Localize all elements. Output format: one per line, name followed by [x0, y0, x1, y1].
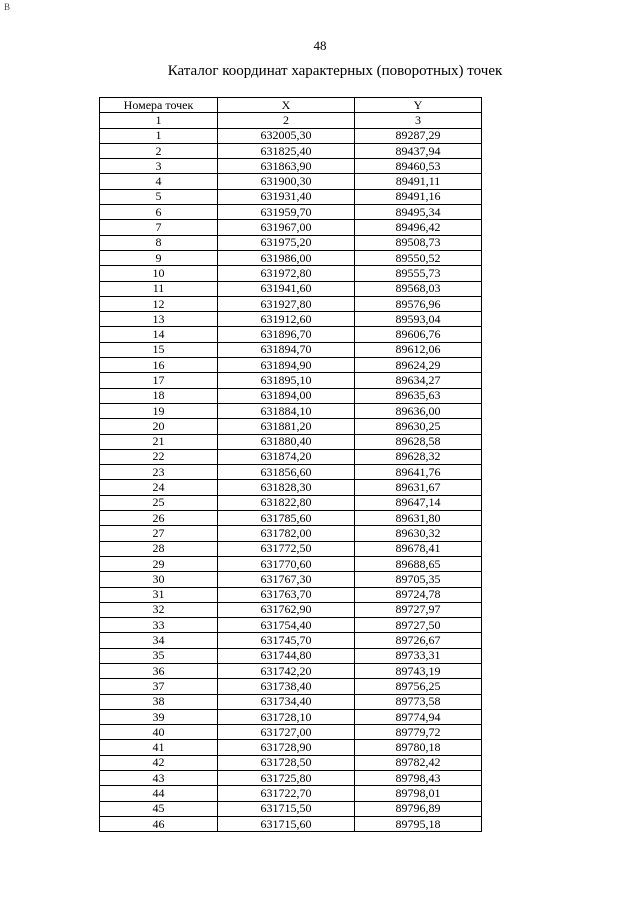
coordinates-table — [99, 97, 482, 832]
table-row — [100, 235, 482, 250]
x-cell: 631896,70 — [218, 327, 355, 342]
y-cell: 89782,42 — [355, 755, 482, 770]
column-number-3: 3 — [355, 113, 482, 128]
table-row — [100, 143, 482, 158]
point-number-cell: 32 — [100, 602, 218, 617]
table-body — [100, 128, 482, 832]
point-number-cell: 39 — [100, 709, 218, 724]
x-cell: 631745,70 — [218, 633, 355, 648]
table-row — [100, 342, 482, 357]
point-number-cell: 12 — [100, 296, 218, 311]
x-cell: 631727,00 — [218, 725, 355, 740]
x-cell: 631986,00 — [218, 250, 355, 265]
y-cell: 89798,01 — [355, 786, 482, 801]
x-cell: 631744,80 — [218, 648, 355, 663]
point-number-cell: 7 — [100, 220, 218, 235]
y-cell: 89630,32 — [355, 526, 482, 541]
y-cell: 89576,96 — [355, 296, 482, 311]
point-number-cell: 41 — [100, 740, 218, 755]
point-number-cell: 16 — [100, 358, 218, 373]
point-number-cell: 22 — [100, 449, 218, 464]
x-cell: 631828,30 — [218, 480, 355, 495]
header-point-number: Номера точек — [100, 98, 218, 113]
point-number-cell: 15 — [100, 342, 218, 357]
table-row — [100, 495, 482, 510]
point-number-cell: 6 — [100, 205, 218, 220]
y-cell: 89795,18 — [355, 816, 482, 831]
table-row — [100, 511, 482, 526]
x-cell: 631959,70 — [218, 205, 355, 220]
table-row — [100, 556, 482, 571]
y-cell: 89550,52 — [355, 250, 482, 265]
point-number-cell: 45 — [100, 801, 218, 816]
point-number-cell: 46 — [100, 816, 218, 831]
table-row — [100, 663, 482, 678]
y-cell: 89636,00 — [355, 403, 482, 418]
table-row — [100, 801, 482, 816]
x-cell: 631941,60 — [218, 281, 355, 296]
x-cell: 631763,70 — [218, 587, 355, 602]
x-cell: 631863,90 — [218, 159, 355, 174]
table-row — [100, 755, 482, 770]
point-number-cell: 43 — [100, 771, 218, 786]
table-row — [100, 709, 482, 724]
table-row — [100, 128, 482, 143]
y-cell: 89705,35 — [355, 572, 482, 587]
x-cell: 631734,40 — [218, 694, 355, 709]
x-cell: 631894,70 — [218, 342, 355, 357]
y-cell: 89287,29 — [355, 128, 482, 143]
point-number-cell: 8 — [100, 235, 218, 250]
y-cell: 89491,11 — [355, 174, 482, 189]
point-number-cell: 20 — [100, 419, 218, 434]
table-row — [100, 816, 482, 831]
point-number-cell: 25 — [100, 495, 218, 510]
point-number-cell: 36 — [100, 663, 218, 678]
table-row — [100, 419, 482, 434]
y-cell: 89688,65 — [355, 556, 482, 571]
point-number-cell: 19 — [100, 403, 218, 418]
x-cell: 631770,60 — [218, 556, 355, 571]
y-cell: 89634,27 — [355, 373, 482, 388]
point-number-cell: 11 — [100, 281, 218, 296]
y-cell: 89437,94 — [355, 143, 482, 158]
table-row — [100, 786, 482, 801]
point-number-cell: 35 — [100, 648, 218, 663]
y-cell: 89606,76 — [355, 327, 482, 342]
y-cell: 89593,04 — [355, 312, 482, 327]
table-row — [100, 572, 482, 587]
table-row — [100, 358, 482, 373]
x-cell: 631725,80 — [218, 771, 355, 786]
table-row — [100, 312, 482, 327]
point-number-cell: 28 — [100, 541, 218, 556]
x-cell: 631728,10 — [218, 709, 355, 724]
x-cell: 631874,20 — [218, 449, 355, 464]
page-number: 48 — [313, 38, 327, 53]
point-number-cell: 33 — [100, 618, 218, 633]
y-cell: 89635,63 — [355, 388, 482, 403]
x-cell: 631772,50 — [218, 541, 355, 556]
x-cell: 631728,90 — [218, 740, 355, 755]
point-number-cell: 5 — [100, 189, 218, 204]
x-cell: 631975,20 — [218, 235, 355, 250]
point-number-cell: 21 — [100, 434, 218, 449]
y-cell: 89628,32 — [355, 449, 482, 464]
column-number-2: 2 — [218, 113, 355, 128]
header-y: Y — [355, 98, 482, 113]
table-row — [100, 159, 482, 174]
x-cell: 631728,50 — [218, 755, 355, 770]
table-row — [100, 771, 482, 786]
x-cell: 631715,50 — [218, 801, 355, 816]
point-number-cell: 3 — [100, 159, 218, 174]
table-row — [100, 327, 482, 342]
table-row — [100, 602, 482, 617]
table-row — [100, 725, 482, 740]
y-cell: 89743,19 — [355, 663, 482, 678]
corner-mark: B — [4, 2, 11, 12]
x-cell: 631931,40 — [218, 189, 355, 204]
point-number-cell: 24 — [100, 480, 218, 495]
y-cell: 89641,76 — [355, 465, 482, 480]
y-cell: 89726,67 — [355, 633, 482, 648]
point-number-cell: 10 — [100, 266, 218, 281]
y-cell: 89491,16 — [355, 189, 482, 204]
x-cell: 631895,10 — [218, 373, 355, 388]
x-cell: 631884,10 — [218, 403, 355, 418]
x-cell: 631722,70 — [218, 786, 355, 801]
x-cell: 631900,30 — [218, 174, 355, 189]
y-cell: 89727,97 — [355, 602, 482, 617]
table-row — [100, 465, 482, 480]
x-cell: 631782,00 — [218, 526, 355, 541]
header-x: X — [218, 98, 355, 113]
column-number-row — [100, 113, 482, 128]
table-row — [100, 449, 482, 464]
x-cell: 631912,60 — [218, 312, 355, 327]
x-cell: 632005,30 — [218, 128, 355, 143]
x-cell: 631967,00 — [218, 220, 355, 235]
point-number-cell: 14 — [100, 327, 218, 342]
x-cell: 631738,40 — [218, 679, 355, 694]
table-row — [100, 694, 482, 709]
x-cell: 631825,40 — [218, 143, 355, 158]
y-cell: 89678,41 — [355, 541, 482, 556]
y-cell: 89733,31 — [355, 648, 482, 663]
table-row — [100, 174, 482, 189]
point-number-cell: 18 — [100, 388, 218, 403]
y-cell: 89624,29 — [355, 358, 482, 373]
point-number-cell: 42 — [100, 755, 218, 770]
x-cell: 631894,00 — [218, 388, 355, 403]
table-row — [100, 266, 482, 281]
table-row — [100, 587, 482, 602]
x-cell: 631894,90 — [218, 358, 355, 373]
x-cell: 631822,80 — [218, 495, 355, 510]
table-row — [100, 740, 482, 755]
table-row — [100, 403, 482, 418]
y-cell: 89630,25 — [355, 419, 482, 434]
table-row — [100, 373, 482, 388]
x-cell: 631715,60 — [218, 816, 355, 831]
point-number-cell: 37 — [100, 679, 218, 694]
y-cell: 89555,73 — [355, 266, 482, 281]
point-number-cell: 2 — [100, 143, 218, 158]
y-cell: 89798,43 — [355, 771, 482, 786]
x-cell: 631785,60 — [218, 511, 355, 526]
table-row — [100, 679, 482, 694]
x-cell: 631856,60 — [218, 465, 355, 480]
point-number-cell: 23 — [100, 465, 218, 480]
y-cell: 89631,67 — [355, 480, 482, 495]
x-cell: 631972,80 — [218, 266, 355, 281]
table-row — [100, 633, 482, 648]
y-cell: 89773,58 — [355, 694, 482, 709]
table-row — [100, 648, 482, 663]
y-cell: 89774,94 — [355, 709, 482, 724]
table-row — [100, 281, 482, 296]
y-cell: 89612,06 — [355, 342, 482, 357]
table-row — [100, 526, 482, 541]
table-row — [100, 296, 482, 311]
point-number-cell: 40 — [100, 725, 218, 740]
y-cell: 89496,42 — [355, 220, 482, 235]
y-cell: 89628,58 — [355, 434, 482, 449]
document-title: Каталог координат характерных (поворотных) точек — [167, 63, 503, 79]
table-row — [100, 388, 482, 403]
table-row — [100, 618, 482, 633]
point-number-cell: 34 — [100, 633, 218, 648]
y-cell: 89780,18 — [355, 740, 482, 755]
x-cell: 631762,90 — [218, 602, 355, 617]
point-number-cell: 1 — [100, 128, 218, 143]
x-cell: 631754,40 — [218, 618, 355, 633]
x-cell: 631880,40 — [218, 434, 355, 449]
x-cell: 631927,80 — [218, 296, 355, 311]
y-cell: 89756,25 — [355, 679, 482, 694]
header-row — [100, 98, 482, 113]
point-number-cell: 31 — [100, 587, 218, 602]
table-row — [100, 541, 482, 556]
point-number-cell: 26 — [100, 511, 218, 526]
point-number-cell: 13 — [100, 312, 218, 327]
point-number-cell: 29 — [100, 556, 218, 571]
y-cell: 89647,14 — [355, 495, 482, 510]
point-number-cell: 17 — [100, 373, 218, 388]
table-row — [100, 220, 482, 235]
point-number-cell: 9 — [100, 250, 218, 265]
y-cell: 89779,72 — [355, 725, 482, 740]
point-number-cell: 44 — [100, 786, 218, 801]
y-cell: 89460,53 — [355, 159, 482, 174]
x-cell: 631742,20 — [218, 663, 355, 678]
point-number-cell: 27 — [100, 526, 218, 541]
y-cell: 89796,89 — [355, 801, 482, 816]
y-cell: 89727,50 — [355, 618, 482, 633]
x-cell: 631767,30 — [218, 572, 355, 587]
table-row — [100, 189, 482, 204]
table-row — [100, 480, 482, 495]
table-row — [100, 434, 482, 449]
point-number-cell: 30 — [100, 572, 218, 587]
table-row — [100, 250, 482, 265]
y-cell: 89631,80 — [355, 511, 482, 526]
point-number-cell: 4 — [100, 174, 218, 189]
table-row — [100, 205, 482, 220]
y-cell: 89508,73 — [355, 235, 482, 250]
x-cell: 631881,20 — [218, 419, 355, 434]
y-cell: 89568,03 — [355, 281, 482, 296]
y-cell: 89724,78 — [355, 587, 482, 602]
table-header — [100, 98, 482, 129]
column-number-1: 1 — [100, 113, 218, 128]
y-cell: 89495,34 — [355, 205, 482, 220]
point-number-cell: 38 — [100, 694, 218, 709]
